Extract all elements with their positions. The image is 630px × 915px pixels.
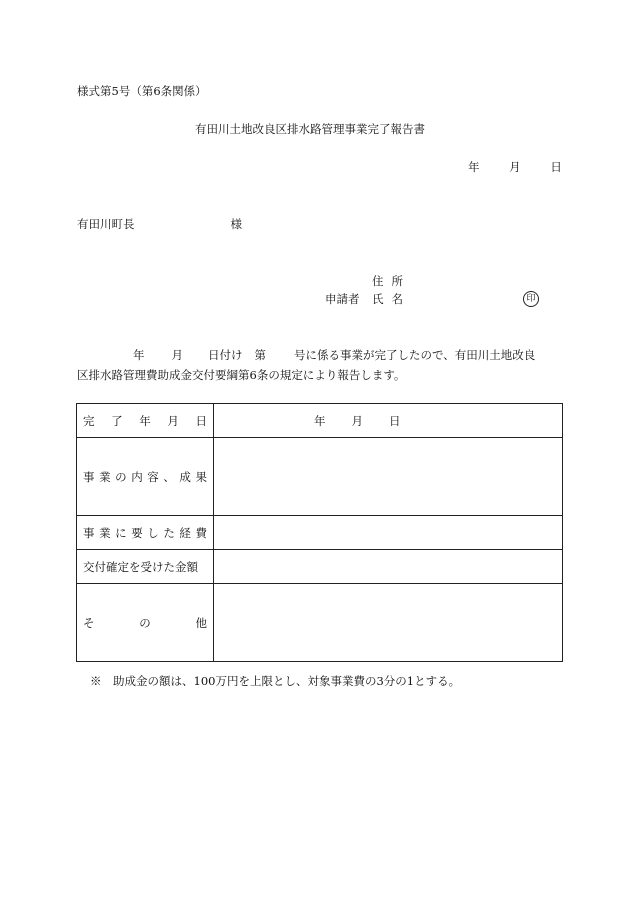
date-year: 年: [468, 160, 480, 174]
other-label: そ の 他: [77, 584, 214, 662]
report-table: [76, 403, 563, 662]
body-dated: 日付け: [208, 348, 243, 362]
seal-mark: 印: [523, 291, 539, 307]
grant-amount-field[interactable]: [214, 550, 563, 584]
table-row-expenses: [77, 516, 563, 550]
body-text-line-1: [77, 350, 535, 362]
content-results-label: 事 業 の 内 容 、 成 果: [77, 438, 214, 516]
body-number-prefix: 第: [254, 348, 266, 362]
table-row-completion-date: [77, 404, 563, 438]
addressee-name: 有田川町長: [77, 217, 135, 231]
content-results-field[interactable]: [214, 438, 563, 516]
completion-date-label: 完 了 年 月 日: [77, 404, 214, 438]
date-line: [468, 162, 562, 174]
table-row-other: [77, 584, 563, 662]
table-row-grant-amount: [77, 550, 563, 584]
body-line-1-rest: 号に係る事業が完了したので、有田川土地改良: [294, 348, 536, 362]
expenses-field[interactable]: [214, 516, 563, 550]
grant-amount-label: 交付確定を受けた金額: [77, 550, 214, 584]
addressee: [77, 219, 242, 231]
applicant-label: 申請者: [325, 292, 360, 306]
body-text-line-2: 区排水路管理費助成金交付要綱第6条の規定により報告します。: [77, 368, 406, 382]
name-label: 氏名: [372, 292, 411, 306]
table-row-content: [77, 438, 563, 516]
address-label: 住所: [372, 274, 411, 288]
other-field[interactable]: [214, 584, 563, 662]
footnote: ※ 助成金の額は、100万円を上限とし、対象事業費の3分の1とする。: [90, 674, 461, 688]
expenses-label: 事 業 に 要 し た 経 費: [77, 516, 214, 550]
date-month: 月: [509, 160, 521, 174]
body-month: 月: [171, 348, 183, 362]
form-number: 様式第5号（第6条関係）: [77, 84, 207, 98]
completion-date-field[interactable]: 年 月 日: [214, 404, 563, 438]
date-day: 日: [550, 160, 562, 174]
body-year: 年: [133, 348, 145, 362]
addressee-honorific: 様: [230, 217, 242, 231]
document-title: 有田川土地改良区排水路管理事業完了報告書: [195, 122, 425, 136]
